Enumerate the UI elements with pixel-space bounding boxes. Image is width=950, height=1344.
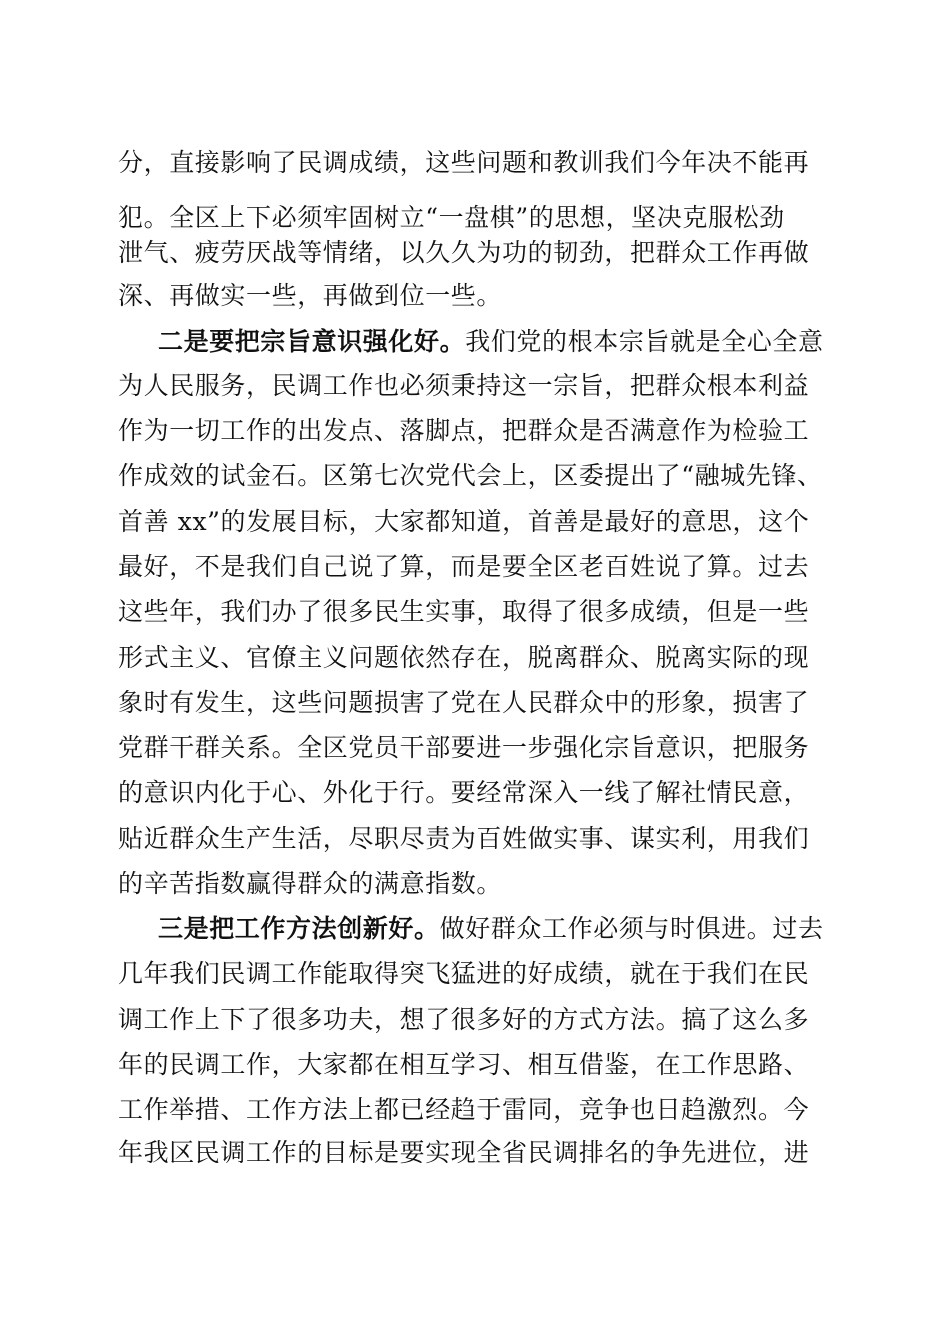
paragraph-line: 深、再做实一些，再做到位一些。	[118, 281, 503, 310]
paragraph-line: 形式主义、官僚主义问题依然存在，脱离群众、脱离实际的现	[118, 643, 810, 672]
paragraph-line: 首善 xx”的发展目标，大家都知道，首善是最好的意思，这个	[118, 507, 810, 536]
paragraph-line: 作为一切工作的出发点、落脚点，把群众是否满意作为检验工	[118, 416, 810, 445]
paragraph-line: 贴近群众生产生活，尽职尽责为百姓做实事、谋实利，用我们	[118, 824, 810, 853]
paragraph-line: 为人民服务，民调工作也必须秉持这一宗旨，把群众根本利益	[118, 371, 810, 400]
paragraph-line: 的意识内化于心、外化于行。要经常深入一线了解社情民意，	[118, 778, 810, 807]
paragraph-line: 工作举措、工作方法上都已经趋于雷同，竞争也日趋激烈。今	[118, 1095, 810, 1124]
paragraph-line: 最好，不是我们自己说了算，而是要全区老百姓说了算。过去	[118, 552, 810, 581]
paragraph-text: 我们党的根本宗旨就是全心全意	[465, 327, 824, 356]
paragraph-line: 年的民调工作，大家都在相互学习、相互借鉴，在工作思路、	[118, 1050, 810, 1079]
section-heading-point2: 二是要把宗旨意识强化好。	[158, 327, 466, 356]
paragraph-line: 象时有发生，这些问题损害了党在人民群众中的形象，损害了	[118, 688, 810, 717]
paragraph-line: 几年我们民调工作能取得突飞猛进的好成绩，就在于我们在民	[118, 959, 810, 988]
paragraph-line: 年我区民调工作的目标是要实现全省民调排名的争先进位，进	[118, 1138, 810, 1167]
paragraph-line: 作成效的试金石。区第七次党代会上，区委提出了“融城先锋、	[118, 461, 823, 490]
paragraph-line: 犯。全区上下必须牢固树立“一盘棋”的思想，坚决克服松劲	[118, 203, 785, 232]
paragraph-text: 做好群众工作必须与时俱进。过去	[439, 914, 824, 943]
paragraph-line-point2	[158, 325, 824, 359]
paragraph-line: 泄气、疲劳厌战等情绪，以久久为功的韧劲，把群众工作再做	[118, 238, 810, 267]
paragraph-line: 党群干群关系。全区党员干部要进一步强化宗旨意识，把服务	[118, 733, 810, 762]
paragraph-line: 这些年，我们办了很多民生实事，取得了很多成绩，但是一些	[118, 597, 810, 626]
paragraph-line: 的辛苦指数赢得群众的满意指数。	[118, 869, 503, 898]
section-heading-point3: 三是把工作方法创新好。	[158, 914, 440, 943]
paragraph-line: 调工作上下了很多功夫，想了很多好的方式方法。搞了这么多	[118, 1005, 810, 1034]
paragraph-line: 分，直接影响了民调成绩，这些问题和教训我们今年决不能再	[118, 148, 810, 177]
paragraph-line-point3	[158, 912, 824, 946]
